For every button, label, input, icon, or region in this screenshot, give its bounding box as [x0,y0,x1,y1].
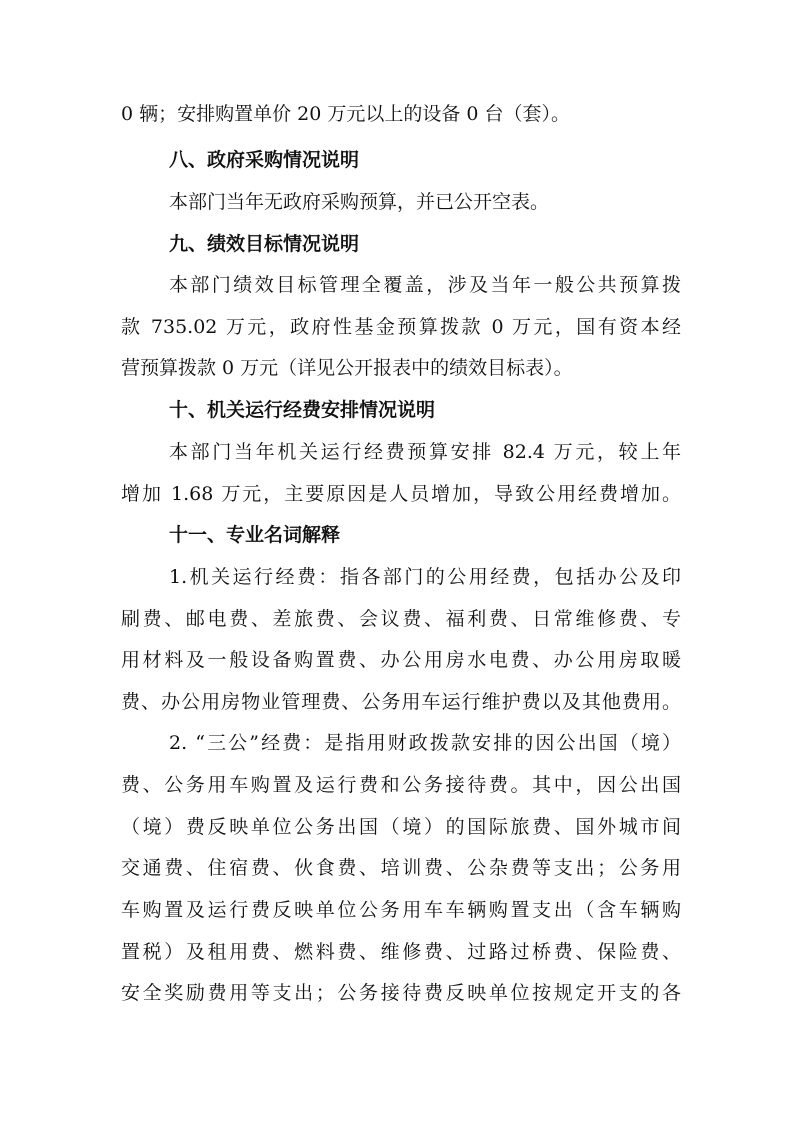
section-heading-government-procurement: 八、政府采购情况说明 [169,149,360,171]
paragraph-line: 刷费、邮电费、差旅费、会议费、福利费、日常维修费、专 [121,608,681,630]
section-heading-operating-expenses: 十、机关运行经费安排情况说明 [169,399,436,421]
paragraph-line: 2. “三公”经费：是指用财政拨款安排的因公出国（境） [169,732,681,754]
paragraph-line: 用材料及一般设备购置费、办公用房水电费、办公用房取暖 [121,649,681,671]
paragraph-line: 费、公务用车购置及运行费和公务接待费。其中，因公出国 [121,774,681,796]
paragraph-line: 费、办公用房物业管理费、公务用车运行维护费以及其他费用。 [121,691,681,713]
paragraph-line: 1.机关运行经费：指各部门的公用经费，包括办公及印 [169,566,681,588]
paragraph-line: 交通费、住宿费、伙食费、培训费、公杂费等支出；公务用 [121,857,681,879]
paragraph-line: （境）费反映单位公务出国（境）的国际旅费、国外城市间 [121,816,681,838]
paragraph-line: 营预算拨款 0 万元（详见公开报表中的绩效目标表）。 [121,357,573,379]
paragraph-line: 0 辆；安排购置单价 20 万元以上的设备 0 台（套）。 [121,103,571,125]
section-heading-performance-goals: 九、绩效目标情况说明 [169,233,360,255]
paragraph-line: 车购置及运行费反映单位公务用车车辆购置支出（含车辆购 [121,899,681,921]
paragraph-line: 款 735.02 万元，政府性基金预算拨款 0 万元，国有资本经 [121,316,681,338]
paragraph-line: 安全奖励费用等支出；公务接待费反映单位按规定开支的各 [121,982,681,1004]
paragraph-line: 本部门绩效目标管理全覆盖，涉及当年一般公共预算拨 [169,274,681,296]
paragraph-line: 置税）及租用费、燃料费、维修费、过路过桥费、保险费、 [121,941,681,963]
paragraph-line: 本部门当年机关运行经费预算安排 82.4 万元，较上年 [169,441,681,463]
section-heading-glossary: 十一、专业名词解释 [169,524,341,546]
paragraph-line: 增加 1.68 万元，主要原因是人员增加，导致公用经费增加。 [121,483,681,505]
paragraph-line: 本部门当年无政府采购预算，并已公开空表。 [169,191,550,213]
